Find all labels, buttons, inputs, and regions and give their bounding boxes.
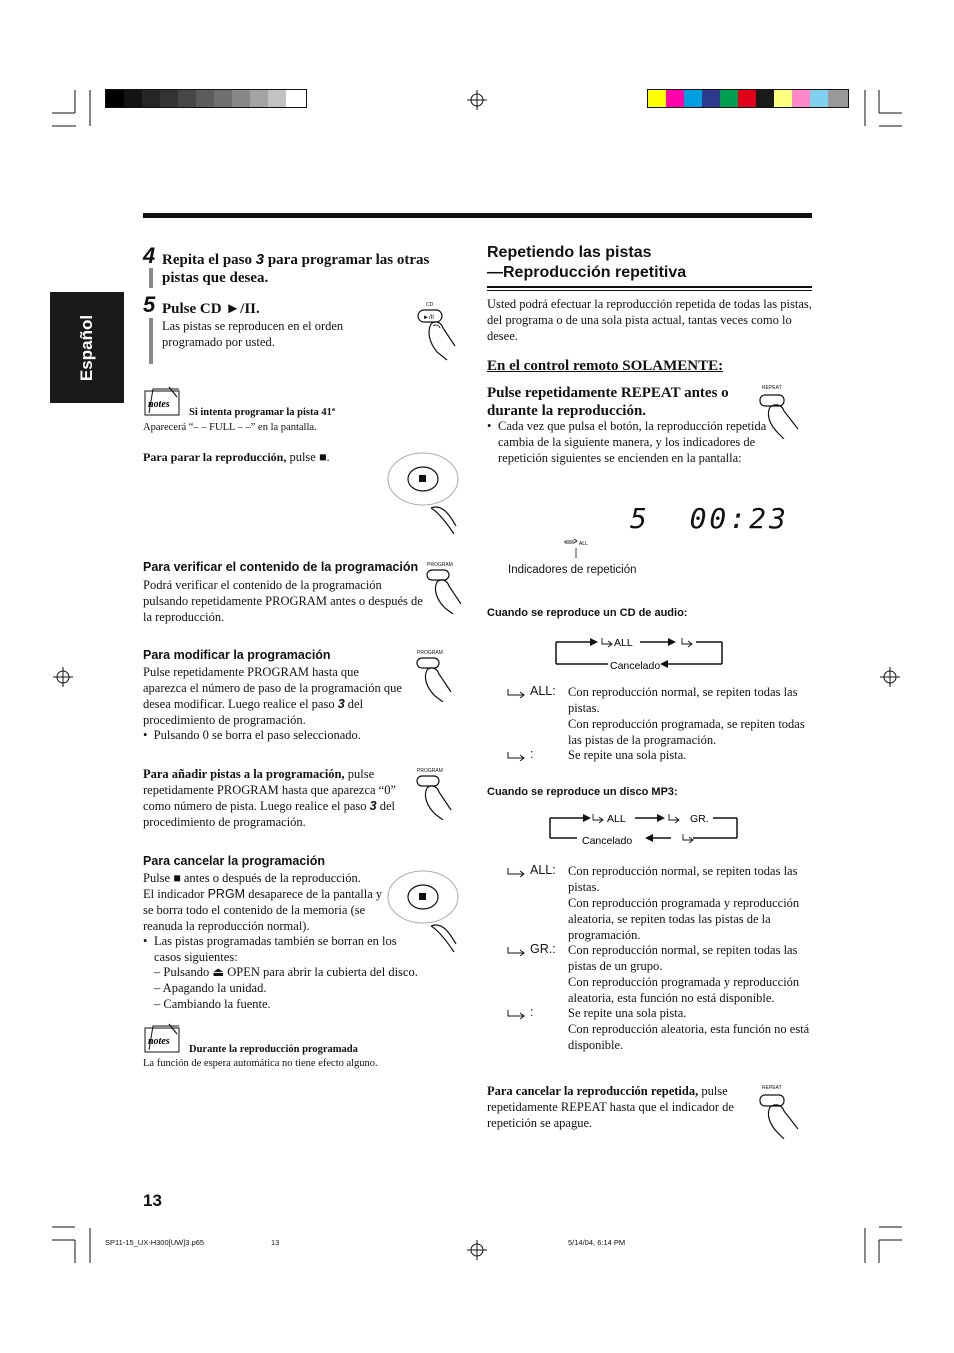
cd-item-all-text: Con reproducción normal, se repiten todas las pistas. Con reproducción programada, se repiten todas las pistas de la programación. [568,685,805,747]
cancel-bullet-text: Las pistas programadas también se borran en los casos siguientes: [154,934,397,964]
stop-bold: Para parar la reproducción, [143,450,287,464]
section-title-1: Repetiendo las pistas [487,244,652,261]
repeat-button-illustration-2 [758,1085,808,1139]
add-step-ref: 3 [369,799,377,813]
language-tab [50,292,124,403]
cancel-line2 [143,886,393,934]
cd-repeat-cycle-diagram [550,632,730,672]
notes-icon [143,385,183,419]
cd-button-label: CD [426,302,434,308]
modify-body-a: Pulse repetidamente PROGRAM hasta que aparezca el número de paso de la programación que desea modificar. Luego realice el paso [143,665,402,711]
notes1-title: Si intenta programar la pista 41ª [189,407,335,418]
cancel-repeat-body: pulse repetidamente REPEAT hasta que el indicador de repetición se apague. [487,1084,734,1130]
modify-heading: Para modificar la programación [143,648,331,662]
mp3-diagram-all: ALL [607,813,626,825]
header-rule [143,213,812,218]
page-number: 13 [143,1191,162,1210]
notes-word: notes [148,399,170,410]
program-button-illustration-2 [415,650,465,702]
mp3-diagram-gr: GR. [690,813,709,825]
notes-icon [143,1022,183,1056]
section-title-rule-thin [487,290,812,291]
finger-press-icon [415,768,465,820]
footer-datetime: 5/14/04, 6:14 PM [568,1238,626,1247]
step4-bar [149,268,153,288]
cd-diagram-all: ALL [614,637,633,649]
cancel-line1: Pulse ■ antes o después de la reproducción. [143,871,361,885]
cd-button-illustration [415,302,475,362]
remote-stop-illustration-2 [386,868,466,964]
add-body-a: pulse repetidamente PROGRAM hasta que aparezca “0” como número de pista. Luego realice el paso [143,767,397,813]
cancel-bullet: • Las pistas programadas también se borran en los casos siguientes: [143,933,403,965]
stop-instruction [143,449,330,465]
step4-number: 4 [143,243,156,268]
repeat-button-label: REPEAT [762,385,782,391]
add-body-b: del procedimiento de programación. [143,799,396,829]
add-body [143,766,411,830]
remote-only-heading: En el control remoto SOLAMENTE: [487,358,724,374]
step5-title: Pulse CD ►/II. [162,301,260,317]
repeat-all-icon [506,865,528,877]
step4-text [162,251,452,287]
stop-text: pulse ■. [286,450,330,464]
program-button-label: PROGRAM [417,768,443,774]
cd-item-one-text: Se repite una sola pista. [568,748,687,762]
cancel-line2-a: El indicador [143,887,208,901]
section-title-2: —Reproducción repetitiva [487,264,687,281]
repeat-one-icon [506,749,528,761]
mp3-heading: Cuando se reproduce un disco MP3: [487,786,678,798]
step4-step-ref: 3 [255,251,265,268]
svg-text:►/II: ►/II [423,315,434,321]
finger-press-icon [758,385,808,439]
repeat-button-label: REPEAT [762,1085,782,1091]
mp3-item-all-text: Con reproducción normal, se repiten todas las pistas. Con reproducción programada y reproducción aleatoria, se repiten todas las pistas de la programación. [568,864,800,942]
finger-press-icon [425,562,475,614]
step5-number: 5 [143,292,156,317]
cancel-line2-b: desaparece de la pantalla y se borra todo el contenido de la memoria (se reanuda la reproducción normal). [143,887,383,933]
add-bold: Para añadir pistas a la programación, [143,767,345,781]
modify-body-b: del procedimiento de programación. [143,697,364,727]
repeat-all-icon [506,686,528,698]
footer-page: 13 [271,1238,280,1247]
modify-bullet-text: Pulsando 0 se borra el paso seleccionado. [153,728,361,742]
mp3-item-group-code: GR.: [530,942,556,956]
finger-press-icon [758,1085,808,1139]
cancel-sub-3: – Cambiando la fuente. [154,997,271,1011]
step4-text-a: Repita el paso [162,252,256,268]
program-button-label: PROGRAM [427,562,453,568]
prgm-indicator: PRGM [207,887,246,901]
step4-text-b: para programar las otras pistas que desea. [162,252,430,286]
finger-press-icon [415,650,465,702]
repeat-button-illustration [758,385,808,439]
repeat-bullet: • Cada vez que pulsa el botón, la reproducción repetida cambia de la siguiente manera, y los indicadores de repetición siguientes se encienden en la pantalla: [487,418,787,466]
lcd-display: 5 00:23 [630,502,789,535]
cancel-heading: Para cancelar la programación [143,854,326,868]
program-button-label: PROGRAM [417,650,443,656]
mp3-item-one-text: Se repite una sola pista. Con reproducción aleatoria, esta función no está disponible. [568,1006,810,1052]
program-button-illustration-1 [425,562,475,614]
verify-heading: Para verificar el contenido de la programación [143,560,419,574]
notes2-body: La función de espera automática no tiene efecto alguno. [143,1058,378,1069]
press-repeat-heading: Pulse repetidamente REPEAT antes o durante la reproducción. [487,385,729,419]
modify-body [143,664,405,728]
mp3-item-one-code: : [530,1005,534,1019]
notes-word: notes [148,1036,170,1047]
cd-diagram-cancel: Cancelado [610,660,661,672]
cd-item-all-code: ALL: [530,684,556,698]
section-title-rule [487,286,812,288]
mp3-diagram-cancel: Cancelado [582,835,633,847]
notes1-body: Aparecerá “– – FULL – –” en la pantalla. [143,422,317,433]
cd-item-one-code: : [530,747,534,761]
remote-stop-illustration [386,450,466,546]
cd-heading: Cuando se reproduce un CD de audio: [487,607,688,619]
modify-step-ref: 3 [337,697,345,711]
notes2-title: Durante la reproducción programada [189,1044,358,1055]
repeat-all-indicator-icon [562,538,598,560]
cancel-repeat-bold: Para cancelar la reproducción repetida, [487,1084,699,1098]
indicator-caption: Indicadores de repetición [508,564,637,576]
language-tab-label: Español [77,314,96,381]
modify-bullet: • Pulsando 0 se borra el paso seleccionado. [143,728,361,742]
repeat-group-icon [506,944,528,956]
cancel-sub-1: – Pulsando ⏏ OPEN para abrir la cubierta del disco. [154,965,418,979]
repeat-bullet-text: Cada vez que pulsa el botón, la reproducción repetida cambia de la siguiente manera, y los indicadores de repetición siguientes se encienden en la pantalla: [498,419,767,465]
cancel-sub-2: – Apagando la unidad. [154,981,267,995]
footer-file: SP11-15_UX-H300[UW]3.p65 [105,1238,205,1247]
finger-press-icon [415,302,475,362]
step5-body: Las pistas se reproducen en el orden programado por usted. [162,319,344,349]
verify-body: Podrá verificar el contenido de la programación pulsando repetidamente PROGRAM antes o después de la reproducción. [143,578,423,624]
step5-bar [149,318,153,364]
mp3-repeat-cycle-diagram [545,808,745,848]
intro-text: Usted podrá efectuar la reproducción repetida de todas las pistas, del programa o de una sola pista actual, tantas veces como lo desee. [487,297,812,343]
mp3-item-all-code: ALL: [530,863,556,877]
repeat-one-icon [506,1007,528,1019]
program-button-illustration-3 [415,768,465,820]
mp3-item-group-text: Con reproducción normal, se repiten todas las pistas de un grupo. Con reproducción programada y reproducción aleatoria, esta función no está disponible. [568,943,800,1005]
cancel-repeat-text [487,1083,752,1131]
display-all-label: ALL [579,541,588,547]
